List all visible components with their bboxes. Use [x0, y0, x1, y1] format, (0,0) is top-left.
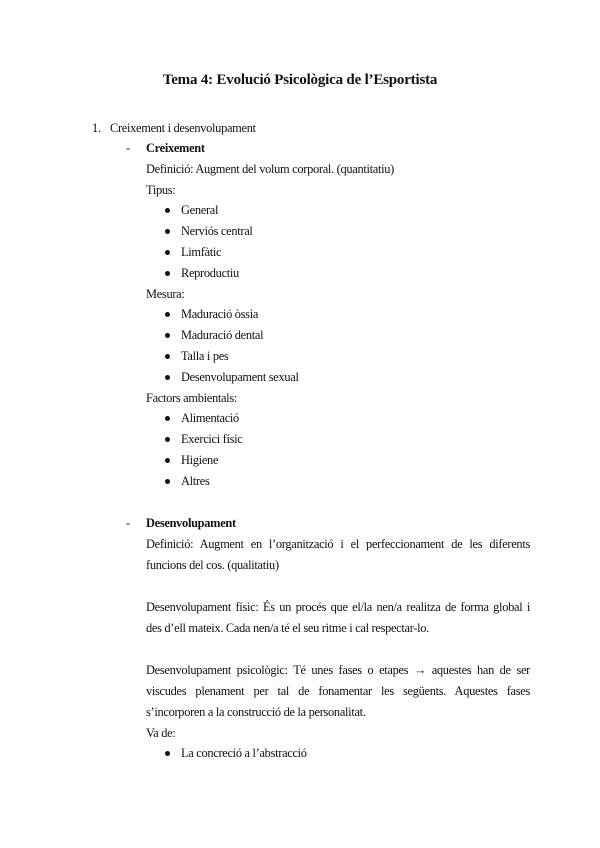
list-item: Maduració dental: [181, 328, 264, 342]
bullet-icon: [165, 437, 170, 442]
factors-label: Factors ambientals:: [146, 391, 237, 405]
bullet-icon: [165, 416, 170, 421]
list-item: General: [181, 203, 219, 217]
desenvolupament-definition-line: funcions del cos. (qualitatiu): [146, 558, 279, 572]
list-item: Nerviós central: [181, 224, 253, 238]
bullet-icon: [165, 751, 170, 756]
bullet-icon: [165, 208, 170, 213]
section-heading: Creixement i desenvolupament: [110, 121, 256, 135]
bullet-icon: [165, 229, 170, 234]
creixement-definition: Definició: Augment del volum corporal. (quantitatiu): [146, 162, 394, 176]
bullet-icon: [165, 333, 170, 338]
list-item: Higiene: [181, 453, 219, 467]
creixement-heading: Creixement: [146, 141, 205, 155]
fisic-paragraph-line: Desenvolupament físic: És un procés que el/la nen/a realitza de forma global i: [146, 600, 530, 614]
list-item: Talla i pes: [181, 349, 229, 363]
bullet-icon: [165, 354, 170, 359]
dash-marker: -: [126, 141, 130, 155]
vade-label: Va de:: [146, 726, 176, 740]
bullet-icon: [165, 458, 170, 463]
tipus-label: Tipus:: [146, 183, 176, 197]
desenvolupament-heading: Desenvolupament: [146, 516, 236, 530]
psicologic-paragraph-line: s’incorporen a la construcció de la personalitat.: [146, 705, 366, 719]
dash-marker: -: [126, 516, 130, 530]
list-item: Altres: [181, 474, 210, 488]
list-item: Exercici físic: [181, 432, 243, 446]
psicologic-paragraph-line: viscudes plenament per tal de fonamentar les següents. Aquestes fases: [146, 684, 530, 698]
section-number: 1.: [92, 121, 101, 135]
list-item: Desenvolupament sexual: [181, 370, 299, 384]
bullet-icon: [165, 312, 170, 317]
bullet-icon: [165, 271, 170, 276]
list-item: La concreció a l’abstracció: [181, 746, 307, 760]
bullet-icon: [165, 479, 170, 484]
psicologic-paragraph-line: Desenvolupament psicològic: Té unes fases o etapes → aquestes han de ser: [146, 663, 530, 677]
bullet-icon: [165, 375, 170, 380]
fisic-paragraph-line: des d’ell mateix. Cada nen/a té el seu ritme i cal respectar-lo.: [146, 621, 429, 635]
desenvolupament-definition-line: Definició: Augment en l’organització i el perfeccionament de les diferents: [146, 537, 530, 551]
list-item: Alimentació: [181, 411, 239, 425]
bullet-icon: [165, 250, 170, 255]
list-item: Limfàtic: [181, 245, 222, 259]
list-item: Reproductiu: [181, 266, 239, 280]
mesura-label: Mesura:: [146, 287, 185, 301]
document-title: Tema 4: Evolució Psicològica de l’Esportista: [162, 72, 438, 88]
list-item: Maduració òssia: [181, 307, 259, 321]
